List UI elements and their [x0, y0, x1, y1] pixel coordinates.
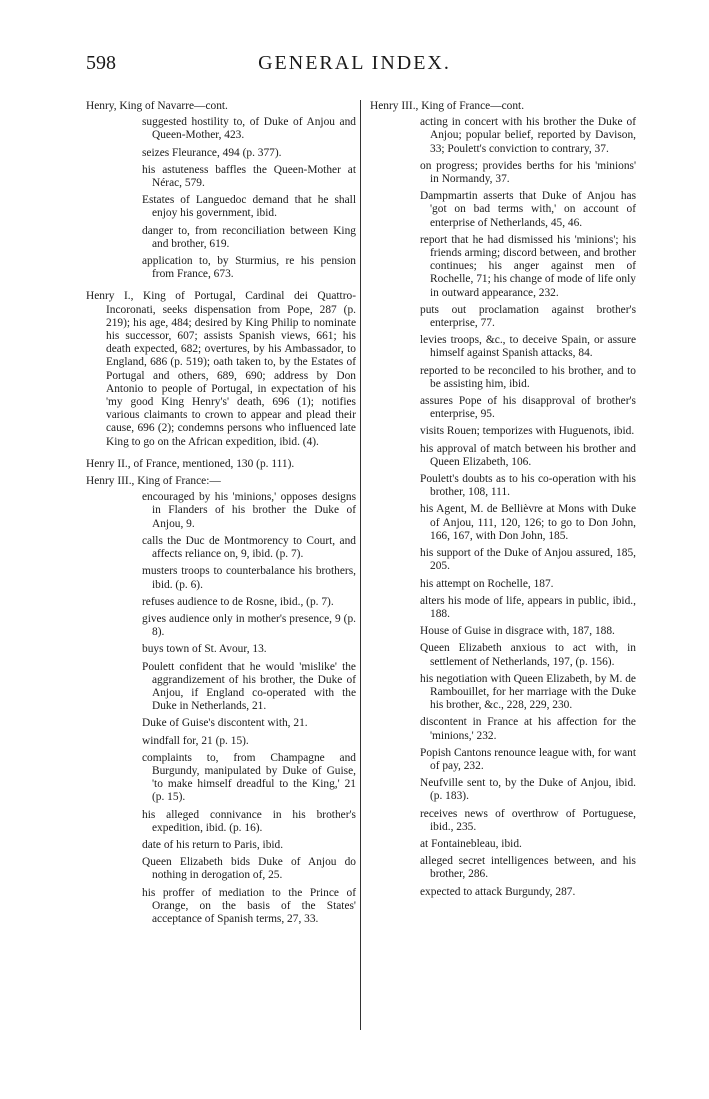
subentry: expected to attack Burgundy, 287. [420, 885, 576, 898]
subentry: House of Guise in disgrace with, 187, 188. [420, 625, 615, 638]
subentry: Poulett's doubts as to his co-operation with his brother, 108, 111. [420, 473, 636, 499]
page-number: 598 [86, 52, 116, 74]
subentry: his proffer of mediation to the Prince of Orange, on the basis of the States' acceptance of Spanish terms, 27, 33. [142, 886, 356, 925]
subentry: Duke of Guise's discontent with, 21. [142, 717, 308, 730]
subentry: Queen Elizabeth bids Duke of Anjou do nothing in derogation of, 25. [142, 856, 356, 882]
subentry: his support of the Duke of Anjou assured, 185, 205. [420, 547, 636, 573]
subentry: encouraged by his 'minions,' opposes designs in Flanders of his brother the Duke of Anjou, 9. [142, 491, 356, 530]
subentry: his attempt on Rochelle, 187. [420, 577, 554, 590]
subentry: buys town of St. Avour, 13. [142, 643, 267, 656]
subentry: assures Pope of his disapproval of brother's enterprise, 95. [420, 395, 636, 421]
subentry: acting in concert with his brother the Duke of Anjou; popular belief, reported by Davison, 33; Poulett's conviction to contrary, 37. [420, 116, 636, 155]
left-column [86, 100, 356, 930]
subentry: discontent in France at his affection for the 'minions,' 232. [420, 716, 636, 742]
subentry: refuses audience to de Rosne, ibid., (p. 7). [142, 595, 334, 608]
subentry: his approval of match between his brother and Queen Elizabeth, 106. [420, 442, 636, 468]
page-header [0, 52, 709, 82]
running-title: GENERAL INDEX. [258, 52, 451, 74]
entry-henry-i-portugal: Henry I., King of Portugal, Cardinal dei Quattro-Incoronati, seeks dispensation from Pope, 287 (p. 219); his age, 484; desired by King Philip to nominate his successor, 607; assists Spanish views, 661; his death expected, 682; overtures, by his Ambassador, to England, 686 (p. 519); oath taken to, by the Estates of Portugal and others, 689, 690; address by Don Antonio to people of Portugal, in expectation of his 'my good King Henry's' death, 696 (1); notifies various claimants to crown to appear and plead their cause, 696 (2); condemns persons who influenced late King to go on the African expedition, ibid. (4). [86, 290, 356, 448]
subentry: reported to be reconciled to his brother, and to be assisting him, ibid. [420, 364, 636, 390]
subentry: suggested hostility to, of Duke of Anjou and Queen-Mother, 423. [142, 116, 356, 142]
subentry: seizes Fleurance, 494 (p. 377). [142, 146, 282, 159]
subentry: levies troops, &c., to deceive Spain, or assure himself against Spanish attacks, 84. [420, 334, 636, 360]
subentry: application to, by Sturmius, re his pension from France, 673. [142, 255, 356, 281]
subentry: Queen Elizabeth anxious to act with, in settlement of Netherlands, 197, (p. 156). [420, 642, 636, 668]
subentry: at Fontainebleau, ibid. [420, 837, 522, 850]
subentry: date of his return to Paris, ibid. [142, 838, 284, 851]
subentry: his alleged connivance in his brother's expedition, ibid. (p. 16). [142, 808, 356, 834]
entry-henry-ii-france: Henry II., of France, mentioned, 130 (p. 111). [86, 457, 295, 470]
subentry: Poulett confident that he would 'mislike' the aggrandizement of his brother, the Duke of Anjou, if England co-operated with the Duke in Netherlands, 21. [142, 660, 356, 713]
subentry: windfall for, 21 (p. 15). [142, 734, 249, 747]
subentry: danger to, from reconciliation between King and brother, 619. [142, 224, 356, 250]
subentry: complaints to, from Champagne and Burgundy, manipulated by Duke of Guise, 'to make himself dreadful to the King,' 21 (p. 15). [142, 751, 356, 804]
subentry: Estates of Languedoc demand that he shall enjoy his government, ibid. [142, 194, 356, 220]
subentry: musters troops to counterbalance his brothers, ibid. (p. 6). [142, 565, 356, 591]
subentry: on progress; provides berths for his 'minions' in Normandy, 37. [420, 159, 636, 186]
subentry: alleged secret intelligences between, and his brother, 286. [420, 855, 636, 881]
column-divider [360, 100, 361, 1030]
subentry: alters his mode of life, appears in public, ibid., 188. [420, 594, 636, 620]
entry-heading-henry-iii-cont: Henry III., King of France—cont. [370, 100, 525, 112]
subentry: visits Rouen; temporizes with Huguenots, ibid. [420, 425, 635, 438]
subentry: receives news of overthrow of Portuguese, ibid., 235. [420, 807, 636, 833]
subentry: report that he had dismissed his 'minions'; his friends arming; discord between, and brother continues; his anger against men of Rochelle, 71; his change of mode of life only in outward appearance, 232. [420, 233, 636, 299]
subentry: Dampmartin asserts that Duke of Anjou has 'got on bad terms with,' on account of enterprise of Netherlands, 45, 46. [420, 190, 636, 229]
right-column [370, 100, 636, 903]
subentry: Neufville sent to, by the Duke of Anjou, ibid. (p. 183). [420, 777, 636, 803]
subentry: his negotiation with Queen Elizabeth, by M. de Rambouillet, for her marriage with the Duke his brother, &c., 228, 229, 230. [420, 672, 636, 712]
subentry: his astuteness baffles the Queen-Mother at Nérac, 579. [142, 163, 356, 190]
subentry: Popish Cantons renounce league with, for want of pay, 232. [420, 746, 636, 772]
subentry: his Agent, M. de Bellièvre at Mons with Duke of Anjou, 111, 120, 126; to go to Don John, 166, 167, with Don John, 185. [420, 503, 636, 542]
subentry: gives audience only in mother's presence, 9 (p. 8). [142, 612, 356, 639]
subentry: calls the Duc de Montmorency to Court, and affects reliance on, 9, ibid. (p. 7). [142, 534, 356, 561]
entry-heading-henry-iii: Henry III., King of France:— [86, 475, 221, 488]
subentry: puts out proclamation against brother's enterprise, 77. [420, 303, 636, 330]
entry-heading-navarre: Henry, King of Navarre—cont. [86, 100, 228, 112]
